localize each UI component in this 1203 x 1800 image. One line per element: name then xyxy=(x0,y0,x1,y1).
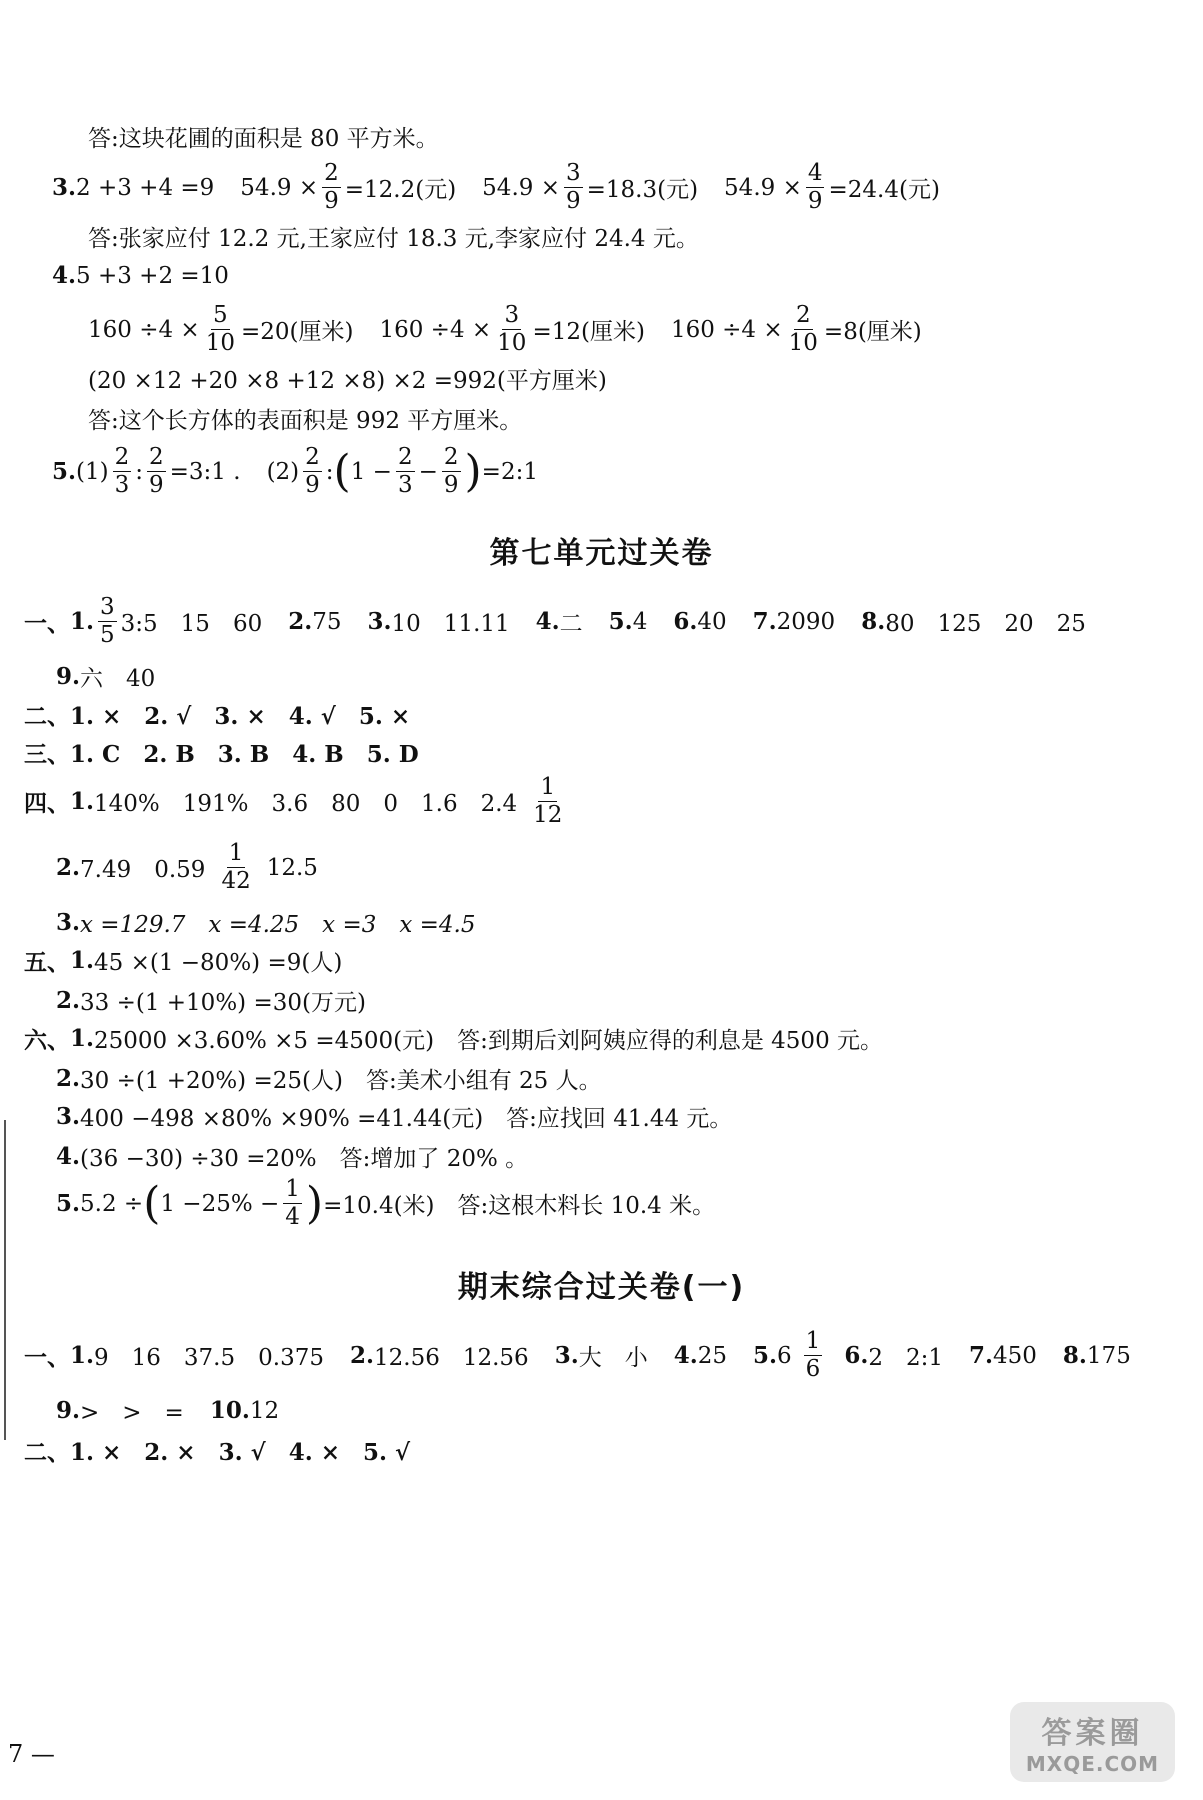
fraction: $\frac{3}{5}$ xyxy=(100,594,115,648)
answer-3: 答:张家应付 12.2 元,王家应付 18.3 元,李家应付 24.4 元。 xyxy=(88,226,699,252)
unit7-part1-line1: 一、 1. $\frac{3}{5}$ 3:5 15 60 2. 75 3. 10 11.11 4. 二 5. 4 6. 40 7. 2090 8. 80 125 20 25 xyxy=(24,594,1086,648)
answer-4: 答:这个长方体的表面积是 992 平方厘米。 xyxy=(88,408,523,434)
section-title-final: 期末综合过关卷(一) xyxy=(457,1270,746,1305)
question-number: 4. xyxy=(52,262,77,289)
fraction: $\frac{2}{3}$ xyxy=(397,444,413,498)
question-number: 3. xyxy=(52,174,77,201)
page-number: 7 — xyxy=(8,1740,55,1768)
unit7-part6-line3: 3. 400 −498 ×80% ×90% =41.44(元) 答:应找回 41.44 元。 xyxy=(56,1103,733,1132)
unit7-part6-line1: 六、 1. 25000 ×3.60% ×5 =4500(元) 答:到期后刘阿姨应得的利息是 4500 元。 xyxy=(24,1025,884,1054)
final-part1-line1: 一、 1. 9 16 37.5 0.375 2. 12.56 12.56 3. 大 小 4. 25 5. 6 $\frac{1}{6}$ 6. 2 2:1 7. 450 8. 175 xyxy=(24,1328,1131,1382)
unit7-part4-line1: 四、 1. 140% 191% 3.6 80 0 1.6 2.4 $\frac{1}{12}$ xyxy=(24,774,563,828)
fraction: $\frac{4}{9}$ xyxy=(807,160,823,214)
unit7-part3: 三、 1. C 2. B 3. B 4. B 5. D xyxy=(24,741,419,768)
question-4-sum: 4. 5 +3 +2 =10 xyxy=(52,262,229,289)
question-5-ratio: 5. (1) $\frac{2}{3}$ : $\frac{2}{9}$ =3:1 . (2) $\frac{2}{9}$ : ( 1 − $\frac{2}{3}$ − $\frac{2}{9}$ ) =2:1 xyxy=(52,444,538,498)
fraction: $\frac{1}{4}$ xyxy=(285,1176,300,1230)
fraction: $\frac{2}{9}$ xyxy=(305,444,320,498)
unit7-part4-line2: 2. 7.49 0.59 $\frac{1}{42}$ 12.5 xyxy=(56,840,318,894)
fraction: $\frac{3}{9}$ xyxy=(565,160,581,214)
unit7-part2: 二、 1. × 2. √ 3. × 4. √ 5. × xyxy=(24,703,411,730)
fraction: $\frac{3}{10}$ xyxy=(497,302,527,356)
section-title-unit7: 第七单元过关卷 xyxy=(489,536,714,571)
fraction: $\frac{2}{3}$ xyxy=(114,444,130,498)
answer-garden-area: 答:这块花圃的面积是 80 平方米。 xyxy=(88,126,439,152)
final-part2: 二、 1. × 2. × 3. √ 4. × 5. √ xyxy=(24,1439,411,1466)
final-part1-line2: 9. > > = 10. 12 xyxy=(56,1397,280,1426)
question-number: 5. xyxy=(52,458,77,485)
unit7-part6-line2: 2. 30 ÷(1 +20%) =25(人) 答:美术小组有 25 人。 xyxy=(56,1065,602,1094)
fraction: $\frac{1}{12}$ xyxy=(533,774,563,828)
watermark-logo: 答案圈 MXQE.COM xyxy=(1010,1702,1175,1782)
fraction: $\frac{1}{42}$ xyxy=(221,840,251,894)
page-edge-line xyxy=(4,1120,6,1440)
fraction: $\frac{2}{9}$ xyxy=(324,160,339,214)
fraction: $\frac{2}{9}$ xyxy=(443,444,459,498)
fraction: $\frac{2}{9}$ xyxy=(149,444,164,498)
unit7-part4-line3: 3. x =129.7 x =4.25 x =3 x =4.5 xyxy=(56,909,476,938)
fraction: $\frac{2}{10}$ xyxy=(788,302,818,356)
unit7-part6-line5: 5. 5.2 ÷ ( 1 −25% − $\frac{1}{4}$ ) =10.4(米) 答:这根木料长 10.4 米。 xyxy=(56,1176,716,1230)
question-3-calc: 3. 2 +3 +4 =9 54.9 × $\frac{2}{9}$ =12.2(元) 54.9 × $\frac{3}{9}$ =18.3(元) 54.9 × $\frac{4}{9}$ =24.4(元) xyxy=(52,160,940,214)
fraction: $\frac{5}{10}$ xyxy=(205,302,235,356)
unit7-part6-line4: 4. (36 −30) ÷30 =20% 答:增加了 20% 。 xyxy=(56,1143,529,1172)
question-4-area: (20 ×12 +20 ×8 +12 ×8) ×2 =992(平方厘米) xyxy=(88,368,607,394)
unit7-part5-line1: 五、 1. 45 ×(1 −80%) =9(人) xyxy=(24,947,343,976)
unit7-part5-line2: 2. 33 ÷(1 +10%) =30(万元) xyxy=(56,987,366,1016)
question-4-calc: 160 ÷4 × $\frac{5}{10}$ =20(厘米) 160 ÷4 × $\frac{3}{10}$ =12(厘米) 160 ÷4 × $\frac{2}{10}$ =8(厘米) xyxy=(88,302,922,356)
fraction: $\frac{1}{6}$ xyxy=(805,1328,821,1382)
unit7-part1-line2: 9. 六 40 xyxy=(56,663,156,692)
